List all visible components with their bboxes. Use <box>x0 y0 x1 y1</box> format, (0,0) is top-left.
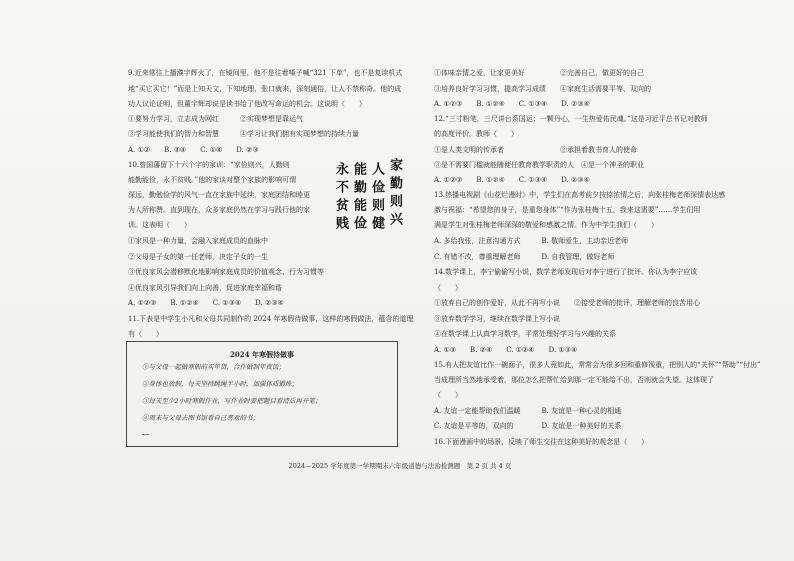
right-line: 激与祝福：“希望您的身子，是重您身体”“作为张桂梅十五，我来这需要”……学生们用 <box>434 206 701 214</box>
table-item: ②身体也放假，每天坚持跳绳半小时，加强体质锻炼； <box>142 380 298 388</box>
table-title: 2024 年寒假待做事 <box>230 350 294 359</box>
calligraphy-char: 能 <box>351 198 366 214</box>
right-line: 12.“三寸粉笔，三尺讲台系国运；一颗丹心，一生热爱佑民魂。”这是习近平总书记对教师 <box>434 115 708 123</box>
left-line: 地“买它买它！”而是上知天文、下知地理，张口就来，深刻通俗，让人不禁称奇。他的成 <box>128 85 402 93</box>
calligraphy-char: 人 <box>369 162 384 178</box>
left-line: 深远，勤勉俭学的风气一直在家族中延续，家庭团结和睦更 <box>128 191 310 199</box>
right-line: 满是学生对张桂梅老师深深的敬爱和感激之情。作为中学生我们（ ） <box>434 221 658 229</box>
left-line: ①家风是一种力量，会融入家庭成员的血脉中 <box>128 237 268 245</box>
left-line: ④优良家风引导我们向上向善，促进家庭幸福和谐 <box>128 284 282 292</box>
left-line: 功人议论证明，但董宇辉却说是读书给了他改写命运的机会。这说明（ ） <box>128 100 366 108</box>
right-line: ③放弃数学学习，继续在数学课上写小说 <box>434 315 560 323</box>
left-line: ②父母是子女的第一任老师，决定子女的一生 <box>128 253 268 261</box>
right-line: A. ①②③ B. ①②④ C. ①③④ D. ②③④ <box>434 100 590 108</box>
calligraphy-char: 家 <box>387 158 402 174</box>
calligraphy-char: 勤 <box>387 176 402 192</box>
calligraphy-char: 兴 <box>387 212 402 228</box>
right-line: A. ①②③ B. ①②④ C. ①③④ D. ②③④ <box>434 176 590 184</box>
left-line: A. ①② B. ③④ C. ①④ D. ②③ <box>128 146 259 154</box>
page-footer: 2024—2025 学年度第一学期期末六年级道德与法治检测题 第 2 页 共 4 页 <box>288 462 512 470</box>
right-line: ①是人类文明的传承者 ②承担着教书育人的使命 <box>434 146 637 154</box>
right-line: 当成理所当然地承受着，那位怎么把帮忙给到那一定不能给不出，否则就会失望。这体现了 <box>434 376 714 384</box>
left-line: 10.曾国藩留下十六个字的家训：“家俭则兴，人勤则 <box>128 161 290 169</box>
calligraphy-char: 勤 <box>351 180 366 196</box>
left-line: 训。这表明（ ） <box>128 221 191 229</box>
right-line: ①放弃自己的创作爱好，从此不再写小说 ②接受老师的批评，理解老师的良苦用心 <box>434 299 700 307</box>
calligraphy-char: 永 <box>333 162 348 178</box>
calligraphy-char: 俭 <box>369 180 384 196</box>
right-line: （ ） <box>434 391 462 399</box>
left-line: 有（ ） <box>128 330 163 338</box>
table-item: ③每天至少2小时寒假作业，写作业时要把题目看清后再开笔； <box>142 397 322 405</box>
left-line: ③优良家风会潜移默化地影响家庭成员的价值观念、行为习惯等 <box>128 268 324 276</box>
left-line: 能勤能俭，永不贫贱。”他的家谈对整个家族的影响可谓 <box>128 176 297 184</box>
right-line: ①体味亲情之爱，让家更美好 ②完善自己，做更好的自己 <box>434 69 644 77</box>
left-line: 9.近来常往上播濮宇辉火了，在镜间里，他不是往着嗓子喊“321 下单”，也不是复读机式 <box>128 69 403 77</box>
right-line: （ ） <box>434 284 462 292</box>
calligraphy-char: 则 <box>369 198 384 214</box>
calligraphy-char: 不 <box>333 180 348 196</box>
left-line: 11.下表是中学生小凡和父母共同制作的 2024 年寒假待做事，这样的寒假做法，蕴含的道理 <box>128 315 414 323</box>
calligraphy-char: 俭 <box>351 216 366 232</box>
left-line: ①要努力学习，立志成为网红 ②实现梦想是靠运气 <box>128 115 303 123</box>
right-line: 13.热播电视剧《山花烂漫时》中，学生们在高考前夕按捺浓情之后，向张桂梅老师深情表达感 <box>434 191 726 199</box>
calligraphy-char: 贫 <box>333 198 348 214</box>
right-line: C. 有错不改，尊重理解老师 D. 自我管理，做好老师 <box>434 253 615 261</box>
left-line: ③学习能使我们的智力和智慧 ④学习让我们拥有实现梦想的持续力量 <box>128 130 359 138</box>
right-line: 15.有人把友谊比作一碗面子，很多人竟如此，常常会为很多回和重修视重，把别人的“关怀”“帮助”“付出” <box>434 361 761 369</box>
table-item: ①与父母一起做寒假的买年货，合作做制年夜饭； <box>142 363 285 371</box>
right-line: 16.下面漫画中的场景，反映了师生交往在这种美好的观念是（ ） <box>434 438 649 446</box>
right-line: C. 友谊是平等的，双向的 D. 友谊是一种美好的关系 <box>434 422 622 430</box>
calligraphy-char: 则 <box>387 194 402 210</box>
right-line: ③培养良好学习习惯，提高学习成绩 ④家庭生活需要平等、双向的 <box>434 85 651 93</box>
right-line: 14.数学课上，李宁偷偷写小说，数学老师发现后对李宁进行了批评。你认为李宁应该 <box>434 268 698 276</box>
table-item: ④周末与父母去图书馆看自己喜欢的书； <box>142 414 259 422</box>
right-line: A. ①③ B. ②④ C. ①②④ D. ①③④ <box>434 346 578 354</box>
table-item: …… <box>142 429 150 437</box>
right-line: ④在数学课上认真学习数学，平常处理好学习与兴趣的关系 <box>434 330 616 338</box>
left-line: 为人所称赞。直到现在，众多家庭仍然在学习与践行他的家 <box>128 206 310 214</box>
right-line: 的高度评价。教师（ ） <box>434 130 518 138</box>
calligraphy-char: 贱 <box>333 216 348 232</box>
right-line: A. 友谊一定能帮助我们温暖 B. 友谊是一种心灵的相通 <box>434 407 622 415</box>
right-line: A. 多给我张，注意沟通方式 B. 敬师爱生，主动亲近老师 <box>434 237 629 245</box>
left-line: A. ①②③ B. ①②④ C. ①③④ D. ②③④ <box>128 299 284 307</box>
calligraphy-char: 健 <box>369 216 384 232</box>
right-line: ③是不需要门槛就能随便任教育教学职责的人 ④是一个神圣的职业 <box>434 161 644 169</box>
calligraphy-char: 能 <box>351 162 366 178</box>
winter-vacation-table <box>126 341 398 447</box>
